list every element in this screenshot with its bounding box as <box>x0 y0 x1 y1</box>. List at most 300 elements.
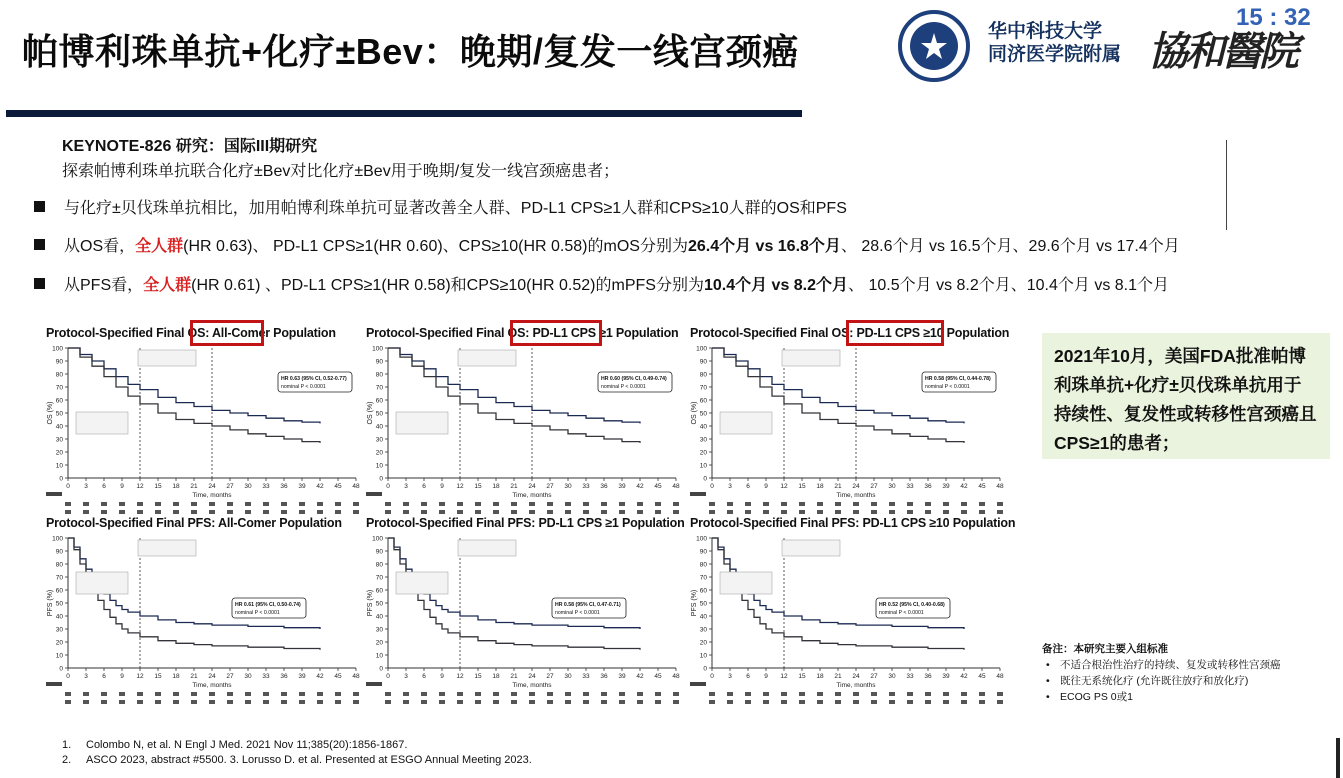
at-risk-count <box>317 700 323 704</box>
x-tick-label: 15 <box>798 673 806 680</box>
y-tick-label: 10 <box>699 652 707 660</box>
y-tick-label: 40 <box>55 613 63 621</box>
x-tick-label: 45 <box>334 483 342 490</box>
at-risk-count <box>817 700 823 704</box>
at-risk-count <box>547 700 553 704</box>
at-risk-count <box>457 692 463 696</box>
x-tick-label: 15 <box>474 483 482 490</box>
x-tick-label: 6 <box>422 673 426 680</box>
at-risk-count <box>335 510 341 514</box>
at-risk-count <box>979 700 985 704</box>
y-tick-label: 20 <box>375 449 383 457</box>
p-value-text: nominal P < 0.0001 <box>235 610 280 616</box>
at-risk-count <box>317 502 323 506</box>
y-tick-label: 100 <box>52 345 63 353</box>
y-tick-label: 50 <box>375 410 383 418</box>
at-risk-count <box>155 510 161 514</box>
y-tick-label: 60 <box>699 397 707 405</box>
p-value-text: nominal P < 0.0001 <box>281 384 326 390</box>
at-risk-count <box>583 510 589 514</box>
at-risk-count <box>173 502 179 506</box>
y-tick-label: 0 <box>703 475 707 483</box>
y-axis-label: OS (%) <box>367 401 374 425</box>
x-tick-label: 0 <box>386 483 390 490</box>
hr-text: HR 0.61 (95% CI, 0.50-0.74) <box>235 602 301 608</box>
at-risk-count <box>817 692 823 696</box>
at-risk-count <box>173 692 179 696</box>
at-risk-count <box>619 692 625 696</box>
x-tick-label: 18 <box>492 483 500 490</box>
at-risk-count <box>853 700 859 704</box>
y-tick-label: 40 <box>699 613 707 621</box>
x-tick-label: 30 <box>888 483 896 490</box>
at-risk-count <box>547 510 553 514</box>
at-risk-count <box>493 700 499 704</box>
at-risk-count <box>245 700 251 704</box>
y-axis-label: OS (%) <box>691 401 698 425</box>
at-risk-count <box>655 510 661 514</box>
at-risk-count <box>601 692 607 696</box>
bullet-2: 从OS看，全人群(HR 0.63)、 PD-L1 CPS≥1(HR 0.60)、CPS≥10(HR 0.58)的mOS分别为26.4个月 vs 16.8个月、 28.6个月 vs 16.5个月、29.6个月 vs 17.4个月 <box>34 233 1180 256</box>
x-tick-label: 21 <box>510 673 518 680</box>
at-risk-count <box>281 700 287 704</box>
at-risk-count <box>335 502 341 506</box>
at-risk-count <box>943 510 949 514</box>
at-risk-count <box>565 692 571 696</box>
y-tick-label: 10 <box>375 652 383 660</box>
at-risk-count <box>353 510 359 514</box>
at-risk-count <box>763 692 769 696</box>
at-risk-count <box>263 700 269 704</box>
at-risk-count <box>727 502 733 506</box>
x-tick-label: 15 <box>798 483 806 490</box>
y-tick-label: 60 <box>55 397 63 405</box>
y-tick-label: 90 <box>55 358 63 366</box>
at-risk-count <box>871 692 877 696</box>
at-risk-count <box>799 510 805 514</box>
x-tick-label: 0 <box>66 673 70 680</box>
at-risk-count <box>493 510 499 514</box>
y-tick-label: 20 <box>699 449 707 457</box>
y-tick-label: 30 <box>375 436 383 444</box>
x-tick-label: 3 <box>728 673 732 680</box>
rate-table <box>782 540 840 556</box>
x-tick-label: 24 <box>852 673 860 680</box>
hr-text: HR 0.60 (95% CI, 0.49-0.74) <box>601 376 667 382</box>
at-risk-count <box>227 510 233 514</box>
os-km-chart <box>46 326 368 516</box>
at-risk-count <box>781 502 787 506</box>
at-risk-count <box>547 502 553 506</box>
y-tick-label: 20 <box>55 449 63 457</box>
at-risk-count <box>745 700 751 704</box>
at-risk-count <box>979 692 985 696</box>
at-risk-count <box>637 502 643 506</box>
chart-title: Protocol-Specified Final PFS: PD-L1 CPS ≥1 Population <box>366 516 685 530</box>
x-tick-label: 24 <box>208 483 216 490</box>
at-risk-count <box>245 502 251 506</box>
at-risk-count <box>835 502 841 506</box>
y-tick-label: 40 <box>55 423 63 431</box>
at-risk-count <box>119 692 125 696</box>
at-risk-count <box>853 692 859 696</box>
chart-title: Protocol-Specified Final OS: PD-L1 CPS ≥1 Population <box>366 326 679 340</box>
at-risk-count <box>137 502 143 506</box>
at-risk-count <box>637 510 643 514</box>
at-risk-count <box>781 692 787 696</box>
x-tick-label: 45 <box>334 673 342 680</box>
y-tick-label: 20 <box>699 639 707 647</box>
at-risk-count <box>853 510 859 514</box>
at-risk-count <box>475 692 481 696</box>
at-risk-count <box>529 502 535 506</box>
y-axis-label: PFS (%) <box>367 589 374 617</box>
at-risk-count <box>65 502 71 506</box>
x-tick-label: 42 <box>316 483 324 490</box>
at-risk-count <box>619 502 625 506</box>
km-plot <box>690 342 1012 524</box>
bullet-1: 与化疗±贝伐珠单抗相比，加用帕博利珠单抗可显著改善全人群、PD-L1 CPS≥1人群和CPS≥10人群的OS和PFS <box>34 195 847 218</box>
p-value-text: nominal P < 0.0001 <box>601 384 646 390</box>
x-tick-label: 6 <box>746 483 750 490</box>
y-tick-label: 30 <box>699 436 707 444</box>
x-tick-label: 33 <box>906 483 914 490</box>
at-risk-count <box>925 692 931 696</box>
y-tick-label: 10 <box>699 462 707 470</box>
at-risk-count <box>781 510 787 514</box>
at-risk-label <box>46 492 62 496</box>
at-risk-count <box>137 692 143 696</box>
x-tick-label: 48 <box>672 483 680 490</box>
bullet-square-icon <box>34 239 45 250</box>
x-tick-label: 21 <box>834 673 842 680</box>
at-risk-count <box>637 692 643 696</box>
at-risk-count <box>335 692 341 696</box>
y-tick-label: 80 <box>55 371 63 379</box>
at-risk-count <box>421 502 427 506</box>
at-risk-count <box>889 692 895 696</box>
y-tick-label: 10 <box>55 462 63 470</box>
at-risk-count <box>281 502 287 506</box>
at-risk-count <box>173 700 179 704</box>
y-tick-label: 100 <box>372 345 383 353</box>
at-risk-count <box>209 700 215 704</box>
median-table <box>720 572 772 594</box>
y-tick-label: 0 <box>379 665 383 673</box>
x-tick-label: 33 <box>262 483 270 490</box>
at-risk-count <box>565 502 571 506</box>
y-tick-label: 100 <box>696 535 707 543</box>
at-risk-count <box>191 502 197 506</box>
x-tick-label: 45 <box>654 483 662 490</box>
at-risk-count <box>439 700 445 704</box>
x-tick-label: 12 <box>780 673 788 680</box>
x-tick-label: 30 <box>564 673 572 680</box>
at-risk-count <box>799 700 805 704</box>
x-axis-label: Time, months <box>192 492 232 499</box>
y-tick-label: 0 <box>379 475 383 483</box>
clock: 15 : 32 <box>1236 4 1311 31</box>
at-risk-count <box>709 700 715 704</box>
hr-text: HR 0.58 (95% CI, 0.47-0.71) <box>555 602 621 608</box>
at-risk-count <box>403 692 409 696</box>
pfs-km-chart <box>690 516 1016 706</box>
at-risk-count <box>673 692 679 696</box>
chart-title: Protocol-Specified Final PFS: PD-L1 CPS ≥10 Population <box>690 516 1016 530</box>
at-risk-count <box>529 510 535 514</box>
x-tick-label: 39 <box>618 673 626 680</box>
x-tick-label: 12 <box>136 673 144 680</box>
x-tick-label: 27 <box>226 673 234 680</box>
os-km-chart <box>366 326 688 516</box>
at-risk-count <box>119 502 125 506</box>
x-tick-label: 18 <box>816 673 824 680</box>
km-plot <box>46 342 368 524</box>
x-axis-label: Time, months <box>192 682 232 689</box>
median-table <box>76 572 128 594</box>
at-risk-count <box>475 700 481 704</box>
y-tick-label: 10 <box>375 462 383 470</box>
at-risk-count <box>335 700 341 704</box>
y-tick-label: 90 <box>375 358 383 366</box>
x-tick-label: 33 <box>582 483 590 490</box>
x-tick-label: 15 <box>154 483 162 490</box>
at-risk-count <box>979 502 985 506</box>
at-risk-count <box>137 510 143 514</box>
y-tick-label: 40 <box>375 613 383 621</box>
at-risk-count <box>565 700 571 704</box>
at-risk-count <box>907 510 913 514</box>
at-risk-count <box>385 502 391 506</box>
y-tick-label: 10 <box>55 652 63 660</box>
at-risk-count <box>727 510 733 514</box>
at-risk-count <box>317 692 323 696</box>
at-risk-count <box>763 502 769 506</box>
y-tick-label: 60 <box>55 587 63 595</box>
at-risk-count <box>943 692 949 696</box>
at-risk-count <box>655 692 661 696</box>
y-tick-label: 70 <box>699 384 707 392</box>
at-risk-count <box>281 510 287 514</box>
x-axis-label: Time, months <box>512 682 552 689</box>
at-risk-count <box>961 510 967 514</box>
y-tick-label: 30 <box>375 626 383 634</box>
study-intro: 探索帕博利珠单抗联合化疗±Bev对比化疗±Bev用于晚期/复发一线宫颈癌患者； <box>62 163 620 180</box>
x-tick-label: 21 <box>190 483 198 490</box>
y-tick-label: 80 <box>699 561 707 569</box>
x-tick-label: 33 <box>582 673 590 680</box>
at-risk-count <box>979 510 985 514</box>
y-tick-label: 90 <box>699 358 707 366</box>
divider <box>1336 738 1340 778</box>
at-risk-count <box>817 510 823 514</box>
at-risk-count <box>403 502 409 506</box>
at-risk-count <box>583 692 589 696</box>
at-risk-count <box>421 700 427 704</box>
y-tick-label: 80 <box>699 371 707 379</box>
rate-table <box>138 350 196 366</box>
x-tick-label: 36 <box>924 673 932 680</box>
chart-title: Protocol-Specified Final OS: PD-L1 CPS ≥10 Population <box>690 326 1010 340</box>
y-tick-label: 40 <box>699 423 707 431</box>
x-tick-label: 33 <box>906 673 914 680</box>
at-risk-count <box>889 510 895 514</box>
notes-item: • ECOG PS 0或1 <box>1042 689 1281 705</box>
at-risk-count <box>191 692 197 696</box>
university-logo <box>898 10 970 82</box>
median-table <box>76 412 128 434</box>
at-risk-count <box>191 510 197 514</box>
at-risk-count <box>511 502 517 506</box>
x-tick-label: 48 <box>672 673 680 680</box>
y-tick-label: 80 <box>375 371 383 379</box>
y-tick-label: 50 <box>55 410 63 418</box>
y-tick-label: 70 <box>55 574 63 582</box>
at-risk-count <box>889 700 895 704</box>
y-tick-label: 100 <box>372 535 383 543</box>
at-risk-count <box>907 700 913 704</box>
at-risk-count <box>925 510 931 514</box>
p-value-text: nominal P < 0.0001 <box>879 610 924 616</box>
x-tick-label: 9 <box>764 483 768 490</box>
at-risk-count <box>119 510 125 514</box>
at-risk-count <box>529 692 535 696</box>
at-risk-count <box>299 510 305 514</box>
x-tick-label: 9 <box>764 673 768 680</box>
pfs-km-chart <box>366 516 688 706</box>
at-risk-count <box>925 502 931 506</box>
y-tick-label: 20 <box>375 639 383 647</box>
x-tick-label: 42 <box>316 673 324 680</box>
x-tick-label: 3 <box>84 483 88 490</box>
at-risk-count <box>763 700 769 704</box>
at-risk-count <box>263 510 269 514</box>
at-risk-count <box>997 700 1003 704</box>
at-risk-count <box>673 510 679 514</box>
at-risk-count <box>583 502 589 506</box>
x-tick-label: 48 <box>352 673 360 680</box>
at-risk-count <box>173 510 179 514</box>
y-tick-label: 30 <box>699 626 707 634</box>
x-tick-label: 30 <box>888 673 896 680</box>
x-tick-label: 39 <box>942 483 950 490</box>
x-tick-label: 21 <box>834 483 842 490</box>
y-tick-label: 0 <box>59 665 63 673</box>
y-tick-label: 70 <box>375 574 383 582</box>
x-tick-label: 39 <box>618 483 626 490</box>
x-tick-label: 33 <box>262 673 270 680</box>
y-axis-label: PFS (%) <box>691 589 698 617</box>
at-risk-count <box>281 692 287 696</box>
x-tick-label: 36 <box>600 483 608 490</box>
at-risk-count <box>835 692 841 696</box>
at-risk-count <box>943 700 949 704</box>
notes-item: • 既往无系统化疗 (允许既往放疗和放化疗) <box>1042 673 1281 689</box>
x-tick-label: 3 <box>84 673 88 680</box>
at-risk-count <box>961 700 967 704</box>
rate-table <box>458 350 516 366</box>
at-risk-count <box>547 692 553 696</box>
y-tick-label: 50 <box>699 600 707 608</box>
y-tick-label: 60 <box>375 587 383 595</box>
at-risk-count <box>655 700 661 704</box>
at-risk-count <box>673 700 679 704</box>
hr-text: HR 0.58 (95% CI, 0.44-0.78) <box>925 376 991 382</box>
reference-2: 2. ASCO 2023, abstract #5500. 3. Lorusso D. et al. Presented at ESGO Annual Meeting 2023. <box>62 754 532 766</box>
x-tick-label: 24 <box>528 673 536 680</box>
x-tick-label: 0 <box>66 483 70 490</box>
median-table <box>396 572 448 594</box>
y-tick-label: 20 <box>55 639 63 647</box>
bullet-3: 从PFS看，全人群(HR 0.61) 、PD-L1 CPS≥1(HR 0.58)和CPS≥10(HR 0.52)的mPFS分别为10.4个月 vs 8.2个月、 10.5个月 vs 8.2个月、10.4个月 vs 8.1个月 <box>34 272 1169 295</box>
at-risk-count <box>299 502 305 506</box>
median-table <box>396 412 448 434</box>
y-tick-label: 80 <box>55 561 63 569</box>
at-risk-count <box>353 700 359 704</box>
x-axis-label: Time, months <box>836 492 876 499</box>
x-tick-label: 30 <box>564 483 572 490</box>
y-tick-label: 30 <box>55 436 63 444</box>
km-plot <box>366 342 688 524</box>
x-tick-label: 6 <box>102 483 106 490</box>
x-tick-label: 0 <box>386 673 390 680</box>
y-tick-label: 60 <box>375 397 383 405</box>
x-tick-label: 9 <box>440 673 444 680</box>
hr-text: HR 0.52 (95% CI, 0.40-0.68) <box>879 602 945 608</box>
x-tick-label: 0 <box>710 673 714 680</box>
at-risk-count <box>961 692 967 696</box>
at-risk-count <box>263 502 269 506</box>
km-plot <box>366 532 688 714</box>
y-tick-label: 50 <box>699 410 707 418</box>
x-tick-label: 6 <box>422 483 426 490</box>
at-risk-count <box>997 510 1003 514</box>
at-risk-label <box>690 682 706 686</box>
y-tick-label: 90 <box>55 548 63 556</box>
bullet-square-icon <box>34 278 45 289</box>
at-risk-count <box>601 700 607 704</box>
x-tick-label: 3 <box>728 483 732 490</box>
x-tick-label: 30 <box>244 483 252 490</box>
x-tick-label: 9 <box>120 673 124 680</box>
x-tick-label: 45 <box>978 673 986 680</box>
at-risk-count <box>65 692 71 696</box>
page-title: 帕博利珠单抗+化疗±Bev：晚期/复发一线宫颈癌 <box>22 31 799 72</box>
x-tick-label: 6 <box>746 673 750 680</box>
at-risk-count <box>317 510 323 514</box>
x-tick-label: 45 <box>654 673 662 680</box>
at-risk-count <box>511 692 517 696</box>
at-risk-count <box>871 510 877 514</box>
x-tick-label: 9 <box>440 483 444 490</box>
x-tick-label: 18 <box>492 673 500 680</box>
y-tick-label: 90 <box>375 548 383 556</box>
x-tick-label: 9 <box>120 483 124 490</box>
at-risk-count <box>83 700 89 704</box>
at-risk-count <box>601 502 607 506</box>
y-tick-label: 100 <box>52 535 63 543</box>
p-value-text: nominal P < 0.0001 <box>555 610 600 616</box>
at-risk-count <box>439 510 445 514</box>
at-risk-label <box>46 682 62 686</box>
at-risk-count <box>65 700 71 704</box>
highlight-box <box>846 320 944 346</box>
at-risk-count <box>835 510 841 514</box>
x-axis-label: Time, months <box>512 492 552 499</box>
at-risk-count <box>745 692 751 696</box>
at-risk-count <box>421 692 427 696</box>
fda-approval-box: 2021年10月，美国FDA批准帕博利珠单抗+化疗±贝伐珠单抗用于持续性、复发性或转移性宫颈癌且CPS≥1的患者； <box>1042 333 1330 459</box>
